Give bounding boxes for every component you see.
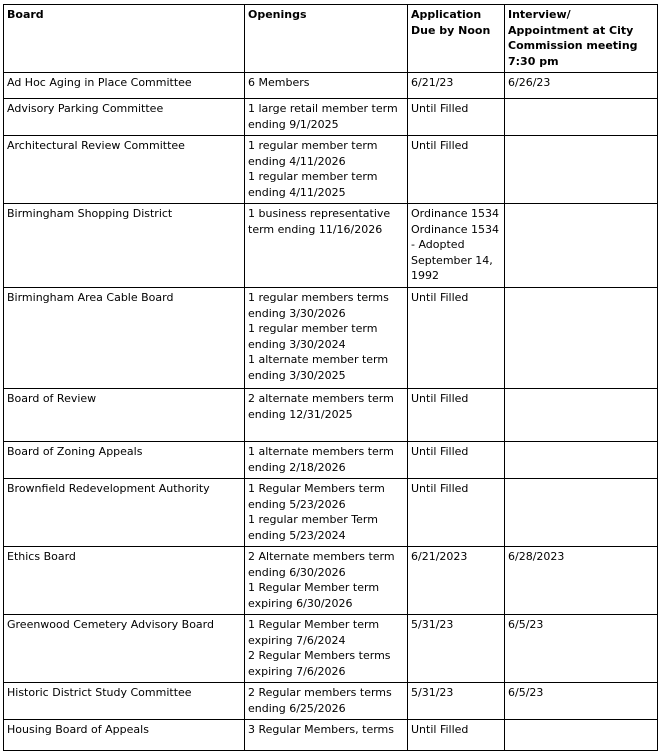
- openings-cell: [245, 479, 408, 547]
- board-cell: Advisory Parking Committee: [4, 99, 245, 136]
- openings-cell: [245, 99, 408, 136]
- openings-cell-line: 1 regular member term ending 3/30/2024: [248, 322, 378, 351]
- boards-table: [3, 4, 658, 751]
- openings-cell-line: 1 Regular Member term expiring 7/6/2024: [248, 618, 380, 647]
- application-due-cell: [408, 288, 505, 389]
- application-due-cell: [408, 136, 505, 204]
- openings-cell-line: 1 business representative term ending 11/16/2026: [248, 207, 391, 236]
- interview-cell: 6/5/23: [505, 683, 658, 720]
- header-openings: Openings: [245, 5, 408, 73]
- board-cell: Ethics Board: [4, 547, 245, 615]
- table-row: [4, 288, 658, 389]
- openings-cell-line: 1 alternate member term ending 3/30/2025: [248, 353, 389, 382]
- interview-cell: 6/5/23: [505, 615, 658, 683]
- table-row: [4, 204, 658, 288]
- application-due-cell-line: Until Filled: [411, 139, 469, 152]
- openings-cell-line: 1 Regular Members term ending 5/23/2026: [248, 482, 385, 511]
- application-due-cell: [408, 99, 505, 136]
- openings-cell: [245, 442, 408, 479]
- openings-cell: [245, 389, 408, 442]
- board-cell: Birmingham Shopping District: [4, 204, 245, 288]
- openings-cell: [245, 204, 408, 288]
- openings-cell: [245, 288, 408, 389]
- application-due-cell: [408, 73, 505, 99]
- openings-cell: [245, 73, 408, 99]
- openings-cell-line: 2 alternate members term ending 12/31/2025: [248, 392, 394, 421]
- application-due-cell: [408, 683, 505, 720]
- openings-cell-line: 1 regular member Term ending 5/23/2024: [248, 513, 378, 542]
- interview-cell: 6/26/23: [505, 73, 658, 99]
- openings-cell-line: 6 Members: [248, 76, 310, 89]
- application-due-cell: [408, 442, 505, 479]
- openings-cell-line: 1 regular member term ending 4/11/2025: [248, 170, 378, 199]
- application-due-cell: [408, 389, 505, 442]
- application-due-cell-line: Ordinance 1534 - Adopted September 14, 1992: [411, 222, 500, 282]
- openings-cell-line: 1 regular members terms ending 3/30/2026: [248, 291, 389, 320]
- board-cell: Housing Board of Appeals: [4, 720, 245, 751]
- table-row: [4, 73, 658, 99]
- table-row: [4, 479, 658, 547]
- board-cell: Ad Hoc Aging in Place Committee: [4, 73, 245, 99]
- board-cell: Historic District Study Committee: [4, 683, 245, 720]
- application-due-cell-line: Until Filled: [411, 392, 469, 405]
- openings-cell-line: 1 large retail member term ending 9/1/2025: [248, 102, 398, 131]
- interview-cell: [505, 442, 658, 479]
- header-interview: Interview/ Appointment at City Commission meeting 7:30 pm: [505, 5, 658, 73]
- interview-cell: [505, 479, 658, 547]
- openings-cell-line: 1 alternate members term ending 2/18/2026: [248, 445, 394, 474]
- openings-cell: [245, 615, 408, 683]
- openings-cell: [245, 136, 408, 204]
- application-due-cell: [408, 479, 505, 547]
- application-due-cell: [408, 615, 505, 683]
- table-row: [4, 442, 658, 479]
- table-row: [4, 99, 658, 136]
- application-due-cell: [408, 204, 505, 288]
- header-application-due: Application Due by Noon: [408, 5, 505, 73]
- application-due-cell-line: Until Filled: [411, 482, 469, 495]
- table-row: [4, 389, 658, 442]
- application-due-cell-line: 6/21/2023: [411, 550, 468, 563]
- openings-cell-line: 2 Regular Members terms expiring 7/6/2026: [248, 649, 391, 678]
- board-cell: Architectural Review Committee: [4, 136, 245, 204]
- openings-cell: [245, 720, 408, 751]
- table-row: [4, 615, 658, 683]
- table-row: [4, 720, 658, 751]
- openings-cell-line: 1 Regular Member term expiring 6/30/2026: [248, 581, 380, 610]
- application-due-cell-line: Until Filled: [411, 445, 469, 458]
- openings-cell-line: 1 regular member term ending 4/11/2026: [248, 139, 378, 168]
- table-row: [4, 136, 658, 204]
- board-cell: Brownfield Redevelopment Authority: [4, 479, 245, 547]
- interview-cell: 6/28/2023: [505, 547, 658, 615]
- interview-cell: [505, 204, 658, 288]
- application-due-cell-line: 6/21/23: [411, 76, 454, 89]
- header-board: Board: [4, 5, 245, 73]
- openings-cell-line: 2 Regular members terms ending 6/25/2026: [248, 686, 392, 715]
- interview-cell: [505, 136, 658, 204]
- openings-cell: [245, 547, 408, 615]
- application-due-cell-line: 5/31/23: [411, 686, 454, 699]
- openings-cell-line: 3 Regular Members, terms: [248, 723, 395, 736]
- application-due-cell-line: Until Filled: [411, 723, 469, 736]
- board-cell: Birmingham Area Cable Board: [4, 288, 245, 389]
- board-cell: Greenwood Cemetery Advisory Board: [4, 615, 245, 683]
- application-due-cell-line: Until Filled: [411, 291, 469, 304]
- header-row: [4, 5, 658, 73]
- board-cell: Board of Review: [4, 389, 245, 442]
- interview-cell: [505, 99, 658, 136]
- table-row: [4, 547, 658, 615]
- interview-cell: [505, 288, 658, 389]
- openings-cell: [245, 683, 408, 720]
- application-due-cell-line: Until Filled: [411, 102, 469, 115]
- table-row: [4, 683, 658, 720]
- board-cell: Board of Zoning Appeals: [4, 442, 245, 479]
- application-due-cell: [408, 720, 505, 751]
- application-due-cell: [408, 547, 505, 615]
- interview-cell: [505, 720, 658, 751]
- openings-cell-line: 2 Alternate members term ending 6/30/2026: [248, 550, 395, 579]
- application-due-cell-line: 5/31/23: [411, 618, 454, 631]
- application-due-cell-line: Ordinance 1534: [411, 207, 500, 220]
- interview-cell: [505, 389, 658, 442]
